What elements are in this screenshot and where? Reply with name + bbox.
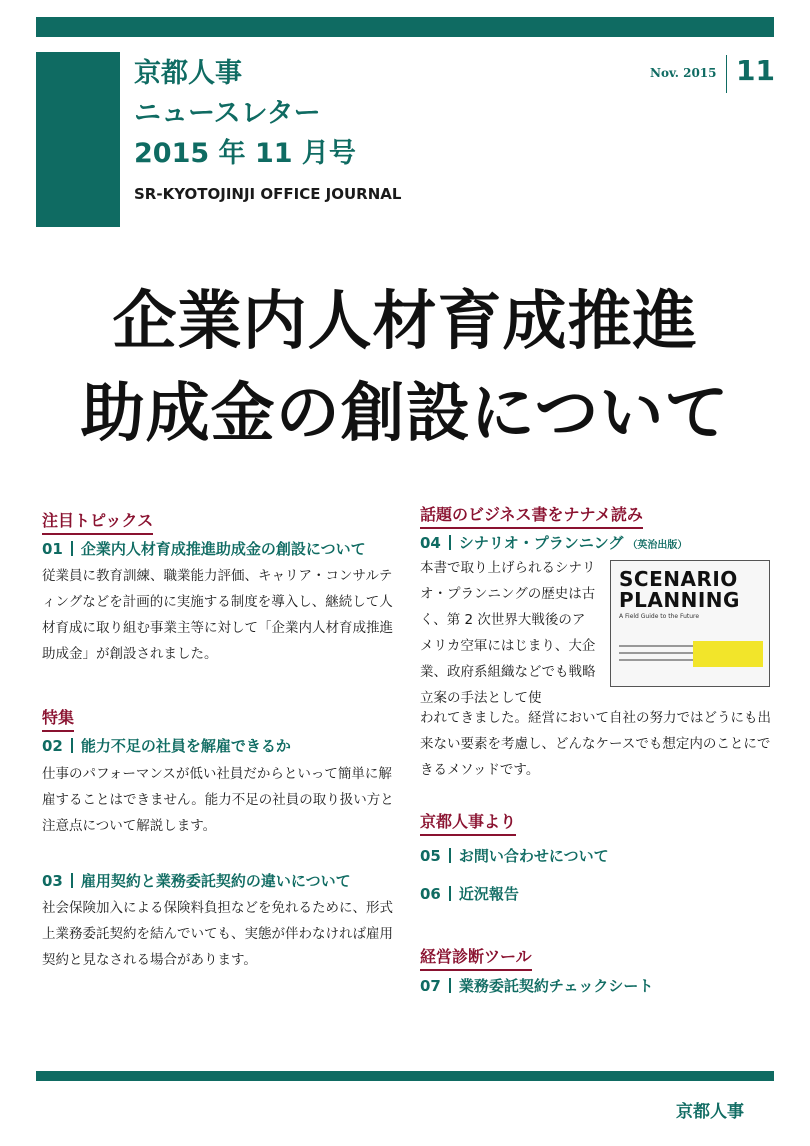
book-cover-image — [610, 560, 770, 687]
issue-date: Nov. 2015 — [650, 66, 717, 80]
section-heading-topics: 注目トピックス — [42, 508, 153, 531]
section-heading-feature: 特集 — [42, 705, 74, 728]
item-03-number: 03 — [42, 872, 63, 890]
item-01-heading[interactable] — [42, 538, 366, 559]
item-02-heading[interactable] — [42, 735, 291, 756]
main-title-line-2: 助成金の創設について — [80, 377, 730, 451]
book-cover-text-lines — [619, 645, 699, 666]
item-04-title: シナリオ・プランニング — [458, 534, 624, 552]
item-01-title: 企業内人材育成推進助成金の創設について — [80, 540, 366, 558]
item-03-heading[interactable] — [42, 870, 351, 891]
item-07-title: 業務委託契約チェックシート — [458, 977, 654, 995]
top-banner-bar — [36, 17, 774, 37]
item-02-number: 02 — [42, 737, 63, 755]
item-05-title: お問い合わせについて — [458, 847, 609, 865]
header-issue-month: 2015 年 11 月号 — [134, 138, 356, 169]
section-heading-book: 話題のビジネス書をナナメ読み — [420, 502, 643, 525]
header-newsletter: ニュースレター — [134, 98, 321, 129]
item-07-heading[interactable] — [420, 975, 653, 996]
book-cover-title: SCENARIO PLANNING — [619, 567, 740, 612]
item-01-body: 従業員に教育訓練、職業能力評価、キャリア・コンサルティングなどを計画的に実施する制度を導入し、継続して人材育成に取り組む事業主等に対して「企業内人材育成推進助成金」が創設されました。 — [42, 568, 393, 662]
issue-divider — [726, 55, 727, 93]
book-cover-subtitle: A Field Guide to the Future — [619, 613, 700, 620]
book-cover-sticker — [693, 641, 763, 667]
item-05-number: 05 — [420, 847, 441, 865]
item-03-title: 雇用契約と業務委託契約の違いについて — [80, 872, 351, 890]
item-04-body-full: われてきました。経営において自社の努力ではどうにも出来ない要素を考慮し、どんなケースでも想定内のことにできるメソッドです。 — [420, 710, 771, 778]
footer-brand: 京都人事 — [676, 1102, 744, 1122]
item-02-body: 仕事のパフォーマンスが低い社員だからといって簡単に解雇することはできません。能力不足の社員の取り扱い方と注意点について解説します。 — [42, 766, 394, 834]
item-03-body: 社会保険加入による保険料負担などを免れるために、形式上業務委託契約を結んでいても、実態が伴わなければ雇用契約と見なされる場合があります。 — [42, 900, 393, 968]
item-01-number: 01 — [42, 540, 63, 558]
item-04-body-wrap: 本書で取り上げられるシナリオ・プランニングの歴史は古く、第 2 次世界大戦後のアメリカ空軍にはじまり、大企業、政府系組織などでも戦略立案の手法として使 — [420, 560, 596, 706]
section-heading-tools: 経営診断ツール — [420, 944, 532, 967]
header-brand: 京都人事 — [134, 58, 242, 89]
bottom-bar — [36, 1071, 774, 1081]
header-accent-block — [36, 52, 120, 227]
item-04-heading[interactable] — [420, 532, 687, 553]
issue-number: 11 — [736, 54, 775, 87]
section-heading-office: 京都人事より — [420, 809, 516, 832]
item-02-title: 能力不足の社員を解雇できるか — [80, 737, 291, 755]
item-06-heading[interactable] — [420, 883, 519, 904]
item-06-number: 06 — [420, 885, 441, 903]
journal-name: SR-KYOTOJINJI OFFICE JOURNAL — [134, 185, 402, 203]
item-07-number: 07 — [420, 977, 441, 995]
main-title-line-1: 企業内人材育成推進 — [112, 285, 698, 359]
item-04-publisher: （英治出版） — [627, 540, 688, 551]
item-05-heading[interactable] — [420, 845, 609, 866]
item-04-number: 04 — [420, 534, 441, 552]
item-06-title: 近況報告 — [458, 885, 519, 903]
